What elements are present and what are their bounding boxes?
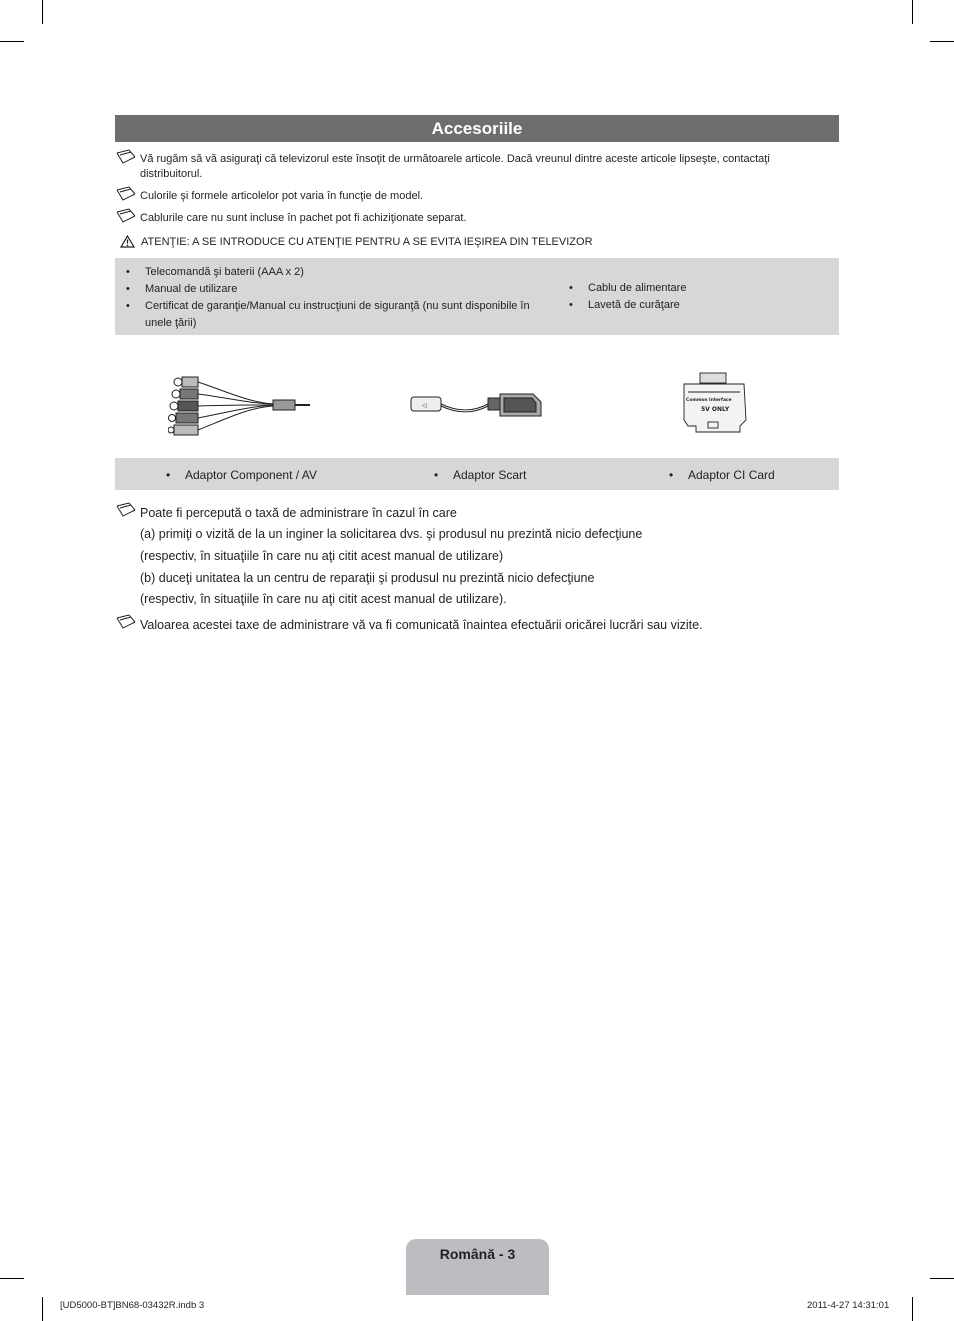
- ci-card-adapter-icon: [676, 370, 752, 434]
- fee-note-line: (respectiv, în situaţiile în care nu aţi citit acest manual de utilizare): [140, 549, 504, 563]
- pencil-note-icon: [115, 502, 137, 518]
- svg-text:◁: ◁: [422, 402, 427, 409]
- page-number-tab: [406, 1239, 549, 1295]
- fee-note-2-text: Valoarea acestei taxe de administrare vă va fi comunicată înaintea efectuării oricărei lucrări sau vizite.: [140, 618, 703, 632]
- footer-file: [UD5000-BT]BN68-03432R.indb 3: [60, 1300, 205, 1311]
- fee-note-line: (b) duceţi unitatea la un centru de reparaţii şi produsul nu prezintă nicio defecţiune: [140, 571, 595, 585]
- fee-note-2: [115, 617, 835, 633]
- crop-mark: [0, 1278, 24, 1279]
- pencil-note-icon: [115, 208, 137, 224]
- footer-timestamp: 2011-4-27 14:31:01: [807, 1300, 890, 1311]
- warning-triangle-icon: [120, 235, 135, 248]
- fee-note: [115, 505, 835, 521]
- crop-mark: [0, 41, 24, 42]
- list-item: • Manual de utilizare: [126, 283, 238, 295]
- list-item: • Lavetă de curăţare: [569, 299, 680, 311]
- crop-mark: [912, 0, 913, 24]
- crop-mark: [930, 41, 954, 42]
- component-av-cable-icon: [168, 372, 313, 438]
- note-3: Cablurile care nu sunt incluse în pachet pot fi achiziţionate separat.: [115, 211, 815, 226]
- section-title: Accesoriile: [115, 115, 839, 142]
- list-item: • Cablu de alimentare: [569, 282, 687, 294]
- pencil-note-icon: [115, 149, 137, 165]
- note-1: Vă rugăm să vă asiguraţi că televizorul este însoţit de următoarele articole. Dacă vreunul dintre aceste articole lipseşte, contactaţi distribuitorul.: [115, 152, 815, 182]
- fee-note-intro: Poate fi percepută o taxă de administrare în cazul în care: [140, 506, 457, 520]
- ci-card-voltage: 5V ONLY: [701, 406, 730, 413]
- adaptor-label: • Adaptor Component / AV: [166, 468, 317, 482]
- list-item: • Telecomandă şi baterii (AAA x 2): [126, 266, 304, 278]
- ci-card-label: Common Interface: [686, 398, 732, 403]
- fee-note-line: (respectiv, în situaţiile în care nu aţi citit acest manual de utilizare).: [140, 592, 507, 606]
- crop-mark: [930, 1278, 954, 1279]
- pencil-note-icon: [115, 614, 137, 630]
- pencil-note-icon: [115, 186, 137, 202]
- note-2: Culorile şi formele articolelor pot varia în funcţie de model.: [115, 189, 815, 204]
- fee-note-line: (a) primiţi o vizită de la un inginer la solicitarea dvs. şi produsul nu prezintă nicio defecţiune: [140, 527, 643, 541]
- adaptor-label: • Adaptor CI Card: [669, 468, 775, 482]
- page-number: Română - 3: [439, 1246, 516, 1262]
- scart-adapter-icon: [408, 388, 543, 428]
- crop-mark: [42, 0, 43, 24]
- crop-mark: [42, 1297, 43, 1321]
- adaptor-label: • Adaptor Scart: [434, 468, 527, 482]
- list-item: • Certificat de garanţie/Manual cu instrucţiuni de siguranţă (nu sunt disponibile în unele ţării): [126, 300, 530, 329]
- caution-text: ATENŢIE: A SE INTRODUCE CU ATENŢIE PENTRU A SE EVITA IEŞIREA DIN TELEVIZOR: [141, 236, 593, 248]
- crop-mark: [912, 1297, 913, 1321]
